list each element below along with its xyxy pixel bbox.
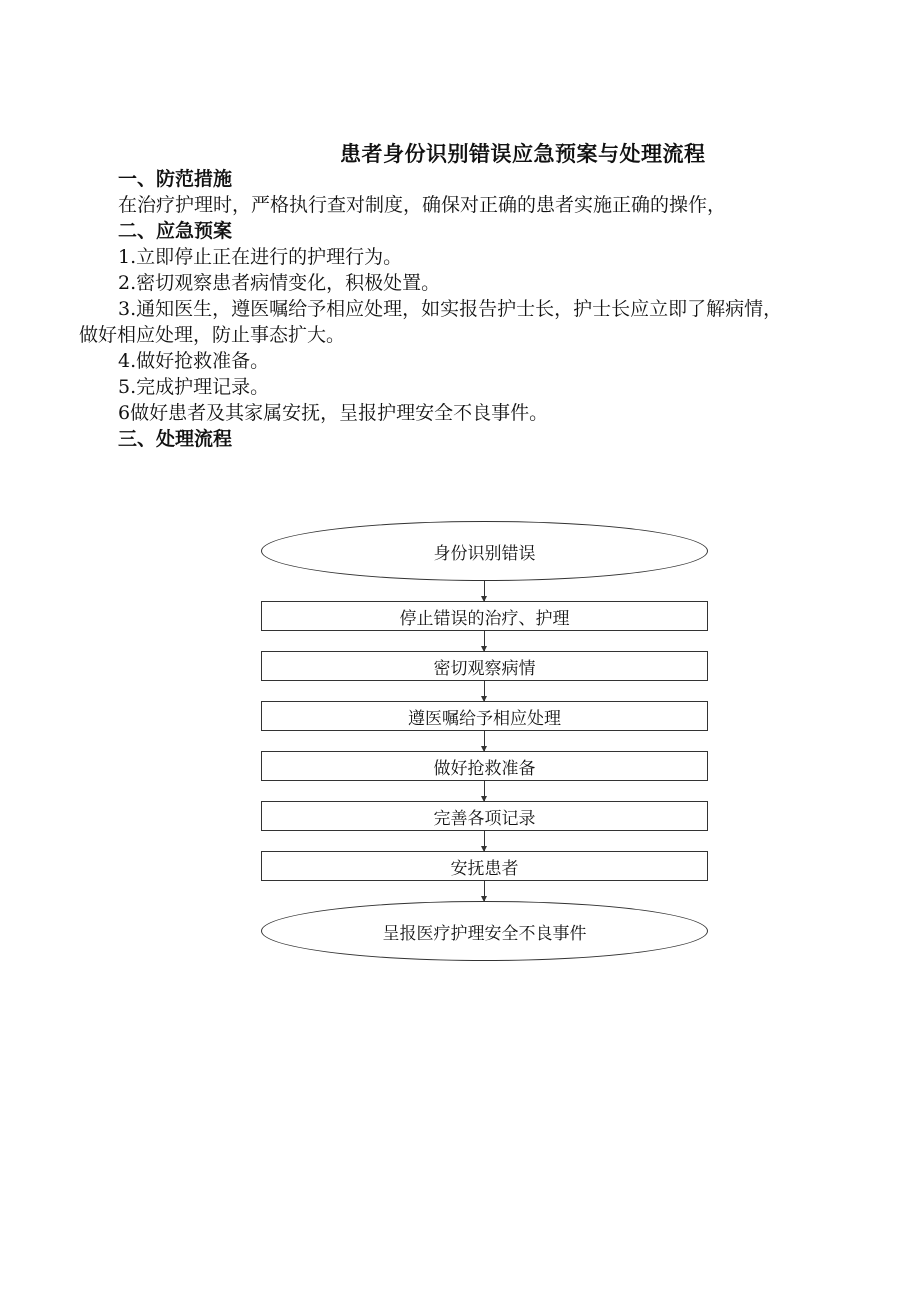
section-heading-process: 三、处理流程 — [118, 428, 233, 450]
flow-arrow — [484, 631, 485, 651]
flow-arrow — [484, 681, 485, 701]
emergency-item-3-continued: 做好相应处理，防止事态扩大。 — [79, 324, 346, 346]
section-heading-prevention: 一、防范措施 — [118, 168, 233, 190]
emergency-item-4: 4.做好抢救准备。 — [118, 350, 270, 372]
flow-arrow — [484, 781, 485, 801]
flow-step-rescue-prep: 做好抢救准备 — [261, 751, 708, 781]
flow-arrow — [484, 831, 485, 851]
prevention-text: 在治疗护理时，严格执行查对制度，确保对正确的患者实施正确的操作， — [118, 194, 727, 216]
flow-step-stop: 停止错误的治疗、护理 — [261, 601, 708, 631]
flow-step-observe: 密切观察病情 — [261, 651, 708, 681]
flow-arrow — [484, 581, 485, 601]
section-heading-emergency: 二、应急预案 — [118, 220, 233, 242]
emergency-item-1: 1.立即停止正在进行的护理行为。 — [118, 246, 403, 268]
emergency-item-6: 6做好患者及其家属安抚，呈报护理安全不良事件。 — [118, 402, 549, 424]
flow-arrow — [484, 731, 485, 751]
flow-step-comfort: 安抚患者 — [261, 851, 708, 881]
flow-arrow — [484, 881, 485, 901]
emergency-item-3: 3.通知医生，遵医嘱给予相应处理，如实报告护士长，护士长应立即了解病情， — [118, 298, 783, 320]
flow-start-node: 身份识别错误 — [261, 521, 708, 581]
flow-step-doctor-orders: 遵医嘱给予相应处理 — [261, 701, 708, 731]
emergency-item-2: 2.密切观察患者病情变化，积极处置。 — [118, 272, 441, 294]
page-title: 患者身份识别错误应急预案与处理流程 — [340, 142, 706, 166]
emergency-item-5: 5.完成护理记录。 — [118, 376, 270, 398]
flow-step-records: 完善各项记录 — [261, 801, 708, 831]
flow-end-node: 呈报医疗护理安全不良事件 — [261, 901, 708, 961]
